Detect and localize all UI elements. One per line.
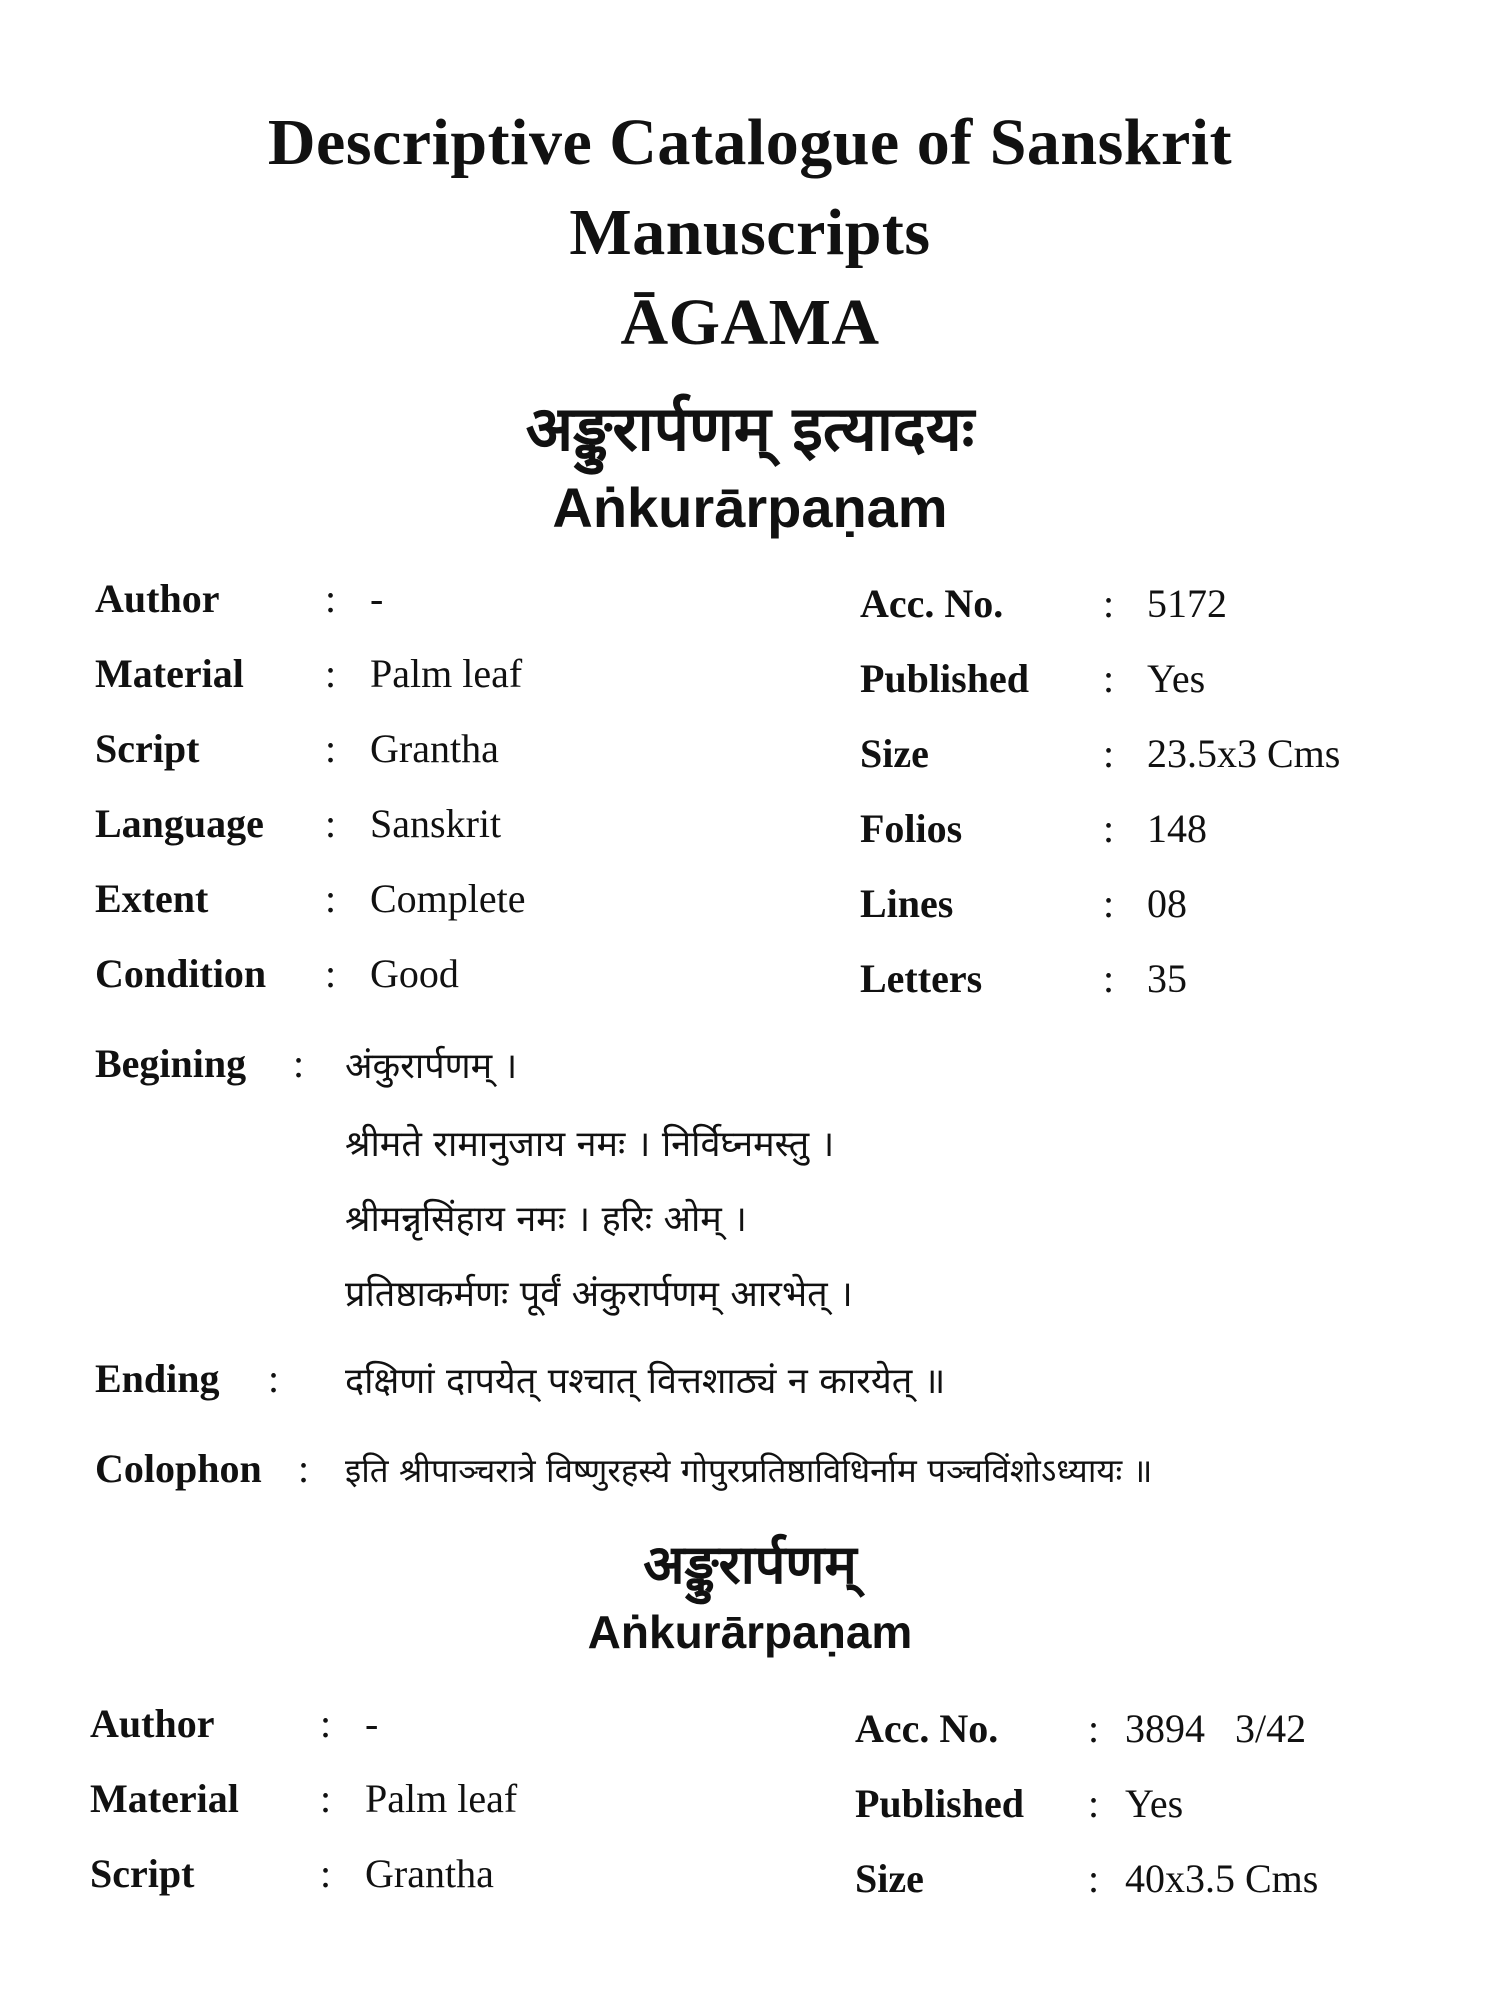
field-label: Size [860, 731, 929, 776]
group-title-transliteration: Aṅkurārpaṇam [552, 476, 948, 539]
field-label: Language [95, 801, 264, 846]
field-label: Material [95, 651, 244, 696]
begining-line-1: अंकुरार्पणम् । [345, 1046, 518, 1087]
field-value: Palm leaf [365, 1776, 518, 1821]
field-label: Author [95, 576, 220, 621]
field-label: Size [855, 1856, 924, 1901]
field-value: 35 [1147, 956, 1187, 1001]
begining-line-3: श्रीमन्नृसिंहाय नमः । हरिः ओम् । [345, 1199, 747, 1240]
field-label: Acc. No. [860, 581, 1004, 626]
group-title-sanskrit: अङ्कुरार्पणम् इत्यादयः [525, 392, 975, 465]
begining-line-2: श्रीमते रामानुजाय नमः । निर्विघ्नमस्तु । [345, 1124, 835, 1165]
field-value: 3894 3/42 [1125, 1706, 1307, 1751]
field-value: Yes [1125, 1781, 1184, 1826]
field-label: Lines [860, 881, 954, 926]
ending-text: दक्षिणां दापयेत् पश्चात् वित्तशाठ्यं न कारयेत् ॥ [345, 1361, 946, 1402]
field-label: Letters [860, 956, 983, 1001]
field-label: Condition [95, 951, 267, 996]
field-value: 08 [1147, 881, 1187, 926]
field-label: Script [90, 1851, 195, 1896]
field-value: - [370, 576, 384, 621]
field-label: Material [90, 1776, 239, 1821]
field-label: Extent [95, 876, 209, 921]
catalogue-title-line1: Descriptive Catalogue of Sanskrit [267, 106, 1233, 179]
colophon-text: इति श्रीपाञ्चरात्रे विष्णुरहस्ये गोपुरप्रतिष्ठाविधिर्नाम पञ्चविंशोऽध्यायः ॥ [345, 1451, 1153, 1490]
field-label: Folios [860, 806, 963, 851]
field-value: Grantha [370, 726, 499, 771]
field-value: 23.5x3 Cms [1147, 731, 1341, 776]
field-value: 40x3.5 Cms [1125, 1856, 1319, 1901]
field-label: Published [860, 656, 1029, 701]
subject-heading: ĀGAMA [620, 286, 880, 359]
field-value: 5172 [1147, 581, 1227, 626]
entry2-title-transliteration: Aṅkurārpaṇam [587, 1606, 913, 1658]
field-value: 148 [1147, 806, 1207, 851]
entry2-title-sanskrit: अङ्कुरार्पणम् [643, 1533, 857, 1596]
field-label: Published [855, 1781, 1024, 1826]
catalogue-title-line2: Manuscripts [569, 196, 931, 269]
field-label: Author [90, 1701, 215, 1746]
field-value: Sanskrit [370, 801, 502, 846]
begining-line-4: प्रतिष्ठाकर्मणः पूर्वं अंकुरार्पणम् आरभेत् । [345, 1274, 853, 1315]
field-value: Grantha [365, 1851, 494, 1896]
field-value: Yes [1147, 656, 1206, 701]
field-label: Acc. No. [855, 1706, 999, 1751]
field-value: Complete [370, 876, 526, 921]
field-value: - [365, 1701, 379, 1746]
field-label: Script [95, 726, 200, 771]
field-value: Good [370, 951, 459, 996]
field-value: Palm leaf [370, 651, 523, 696]
